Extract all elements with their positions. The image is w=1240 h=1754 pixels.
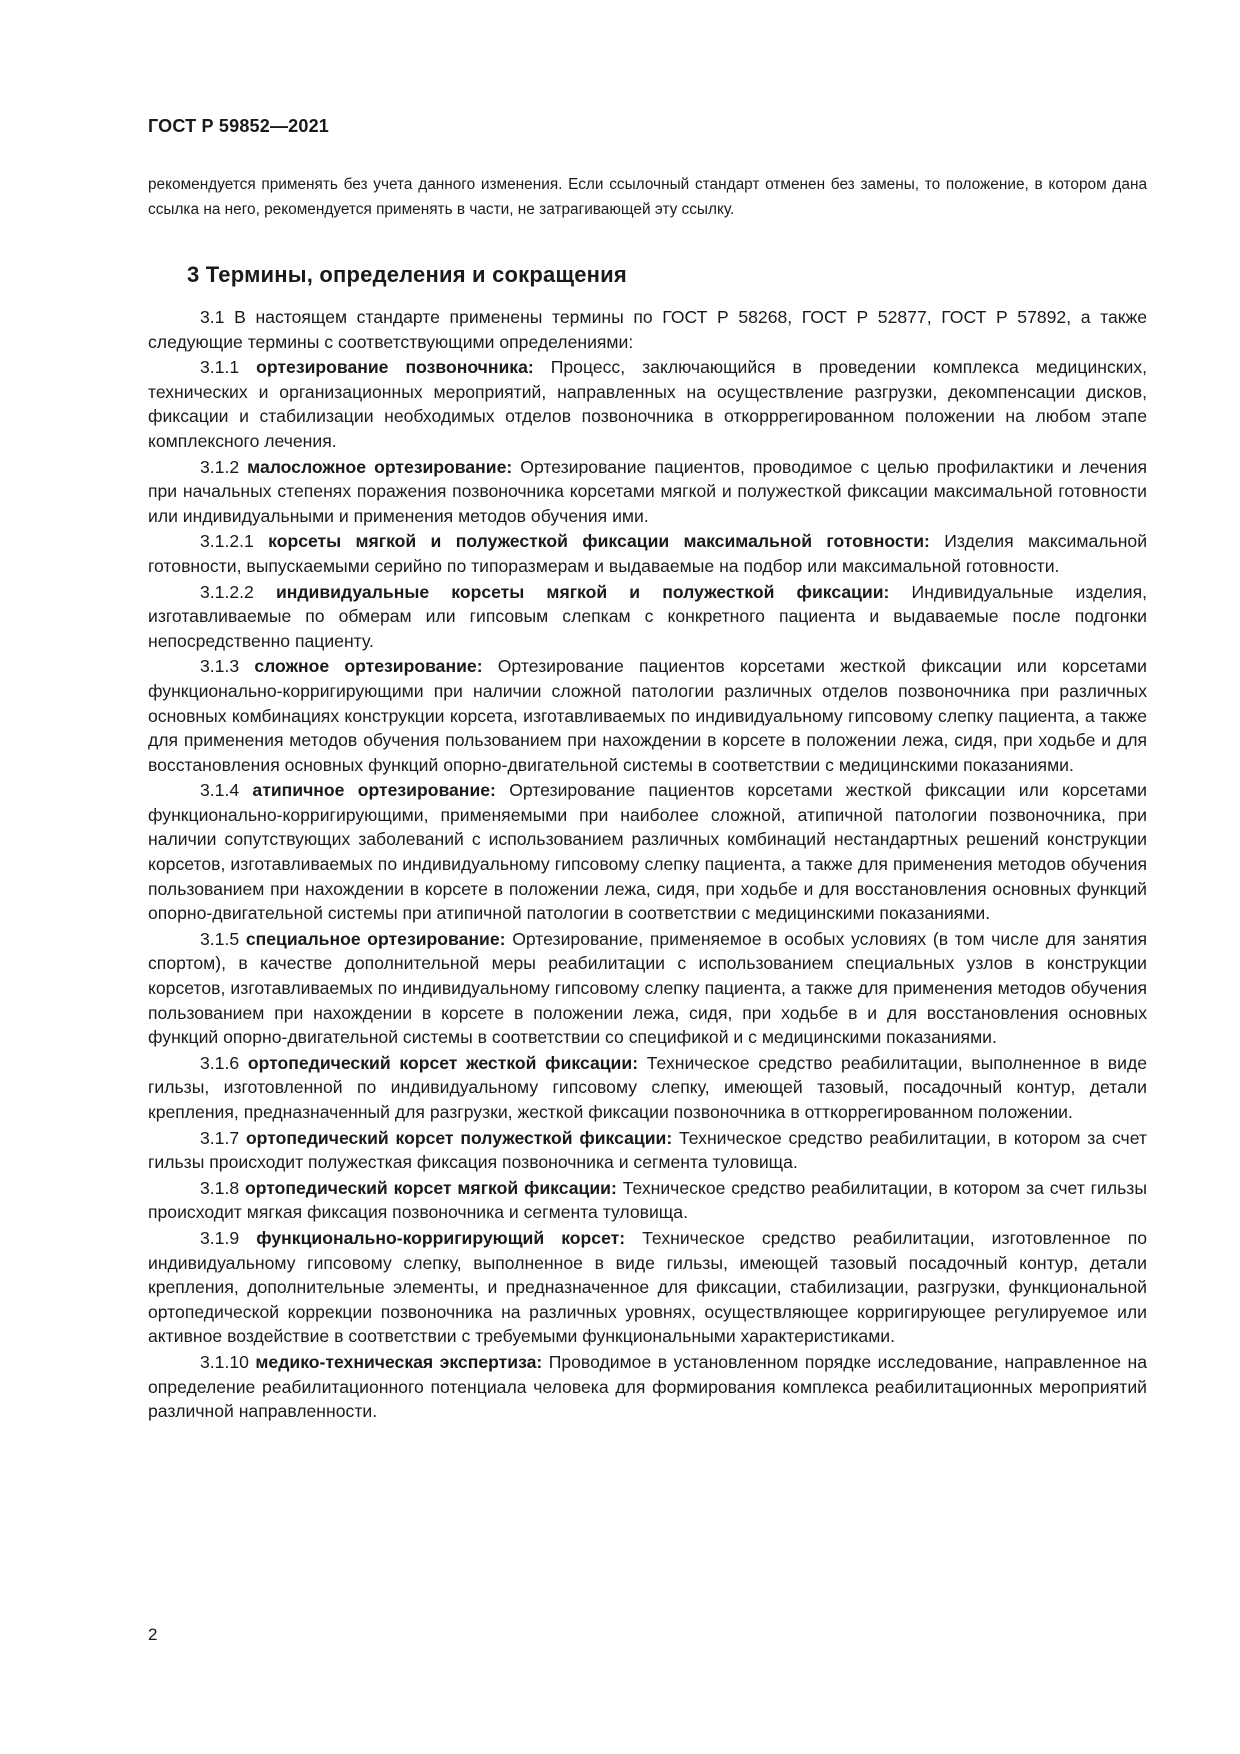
paragraph-3-1-8: [148, 1176, 1147, 1225]
paragraph-3-1-6: [148, 1051, 1147, 1125]
term-definition: Ортезирование пациентов, проводимое с целью профилактики и лечения при начальных степенях поражения позвоночника корсетами мягкой и полужесткой фиксации максимальной готовности или индивидуальными и применения методов обучения ими.: [148, 456, 1147, 526]
paragraph-number: 3.1.2.2: [200, 581, 254, 602]
term-definition: Ортезирование пациентов корсетами жесткой фиксации или корсетами функционально-корригирующими, применяемыми при наиболее сложной, атипичной патологии позвоночника, при наличии сопутствующих заболеваний с использованием различных комбинаций нестандартных решений конструкции корсетов, изготавливаемых по индивидуальному гипсовому слепку пациента, а также для применения методов обучения пользованием при нахождении в корсете в положении лежа, сидя, при ходьбе и для восстановления основных функций опорно-двигательной системы при атипичной патологии в соответствии с медицинскими показаниями.: [148, 780, 1148, 924]
paragraph-3-1-1: [148, 355, 1147, 453]
paragraph-3-1-5: [148, 927, 1147, 1050]
term-name: ортопедический корсет полужесткой фиксации:: [245, 1127, 673, 1148]
term-definition: Ортезирование пациентов корсетами жесткой фиксации или корсетами функционально-корригирующими при наличии сложной патологии различных отделов позвоночника при различных основных комбинациях конструкции корсета, изготавливаемых по индивидуальному гипсовому слепку пациента, а также для применения методов обучения пользованием при нахождении в корсете в положении лежа, сидя, при ходьбе и для восстановления основных функций опорно-двигательной системы в соответствии с медицинскими показаниями.: [148, 656, 1148, 775]
paragraph-3-1-2: [148, 455, 1147, 529]
paragraph-number: 3.1.6: [200, 1052, 240, 1073]
intro-text: рекомендуется применять без учета данного изменения. Если ссылочный стандарт отменен без замены, то положение, в котором дана ссылка на него, рекомендуется применять в части, не затрагивающей эту ссылку.: [148, 176, 1147, 218]
paragraph-number: 3.1.2.1: [200, 531, 254, 552]
paragraph-3-1-2-1: [148, 529, 1147, 578]
paragraph-number: 3.1.10: [200, 1351, 249, 1372]
term-definition: Ортезирование, применяемое в особых условиях (в том числе для занятия спортом), в качестве дополнительной меры реабилитации с использованием специальных узлов в конструкции корсетов, изготавливаемых по индивидуальному гипсовому слепку пациента, а также для применения методов обучения пользованием при нахождении в корсете в положении лежа, сидя, при ходьбе в и для восстановления основных функций опорно-двигательной системы в соответствии со спецификой и с медицинскими показаниями.: [148, 928, 1148, 1048]
term-definition: Техническое средство реабилитации, изготовленное по индивидуальному гипсовому слепку, выполненное в виде гильзы, имеющей тазовый посадочный контур, детали крепления, дополнительные элементы, и предназначенное для фиксации, стабилизации, разгрузки, функциональной ортопедической коррекции позвоночника на различных уровнях, осуществляющее корригирующее регулируемое или активное воздействие в соответствии с требуемыми функциональными характеристиками.: [148, 1227, 1148, 1347]
term-name: корсеты мягкой и полужесткой фиксации максимальной готовности:: [268, 531, 930, 552]
paragraph-3-1-4: [148, 778, 1147, 926]
term-definition: Техническое средство реабилитации, в котором за счет гильзы происходит полужесткая фиксация позвоночника и сегмента туловища.: [148, 1127, 1147, 1173]
paragraph-text: В настоящем стандарте применены термины по ГОСТ Р 58268, ГОСТ Р 52877, ГОСТ Р 57892, а также следующие термины с соответствующими определениями:: [148, 307, 1148, 352]
paragraph-number: 3.1.4: [200, 780, 240, 801]
term-definition: Изделия максимальной готовности, выпускаемыми серийно по типоразмерам и выдаваемые на подбор или максимальной готовности.: [148, 531, 1148, 576]
page-number: 2: [148, 1625, 158, 1644]
term-definition: Индивидуальные изделия, изготавливаемые по обмерам или гипсовым слепкам с конкретного пациента и выдаваемые после подгонки непосредственно пациенту.: [148, 581, 1148, 651]
term-name: функционально-корригирующий корсет:: [256, 1227, 626, 1248]
paragraph-number: 3.1.1: [200, 357, 240, 378]
term-name: индивидуальные корсеты мягкой и полужесткой фиксации:: [275, 581, 890, 602]
paragraph-number: 3.1.2: [200, 456, 240, 477]
section-title: 3 Термины, определения и сокращения: [187, 262, 627, 287]
term-name: малосложное ортезирование:: [247, 456, 513, 477]
paragraph-3-1-10: [148, 1350, 1147, 1424]
paragraph-3-1-2-2: [148, 580, 1147, 654]
paragraph-number: 3.1: [200, 307, 225, 327]
term-definition: Техническое средство реабилитации, выполненное в виде гильзы, изготовленной по индивидуальному гипсовому слепку, имеющей тазовый, посадочный контур, детали крепления, предназначенный для разгрузки, жесткой фиксации позвоночника в отткоррегированном положении.: [148, 1052, 1148, 1122]
term-definition: Процесс, заключающийся в проведении комплекса медицинских, технических и организационных мероприятий, направленных на осуществление разгрузки, декомпенсации дисков, фиксации и стабилизации необходимых отделов позвоночника в откорррегированном положении на любом этапе комплексного лечения.: [148, 357, 1148, 451]
term-name: ортезирование позвоночника:: [256, 357, 534, 378]
paragraph-number: 3.1.9: [200, 1227, 240, 1248]
paragraph-number: 3.1.7: [200, 1127, 240, 1148]
paragraph-number: 3.1.8: [200, 1177, 240, 1198]
paragraph-3-1-3: [148, 654, 1147, 777]
paragraph-3-1: [148, 305, 1147, 354]
term-name: ортопедический корсет жесткой фиксации:: [247, 1052, 639, 1073]
term-definition: Техническое средство реабилитации, в котором за счет гильзы происходит мягкая фиксация позвоночника и сегмента туловища.: [148, 1177, 1148, 1223]
term-definition: Проводимое в установленном порядке исследование, направленное на определение реабилитационного потенциала человека для формирования комплекса реабилитационных мероприятий различной направленности.: [148, 1351, 1148, 1422]
terms-content: [148, 305, 1147, 1425]
term-name: сложное ортезирование:: [254, 656, 483, 677]
term-name: медико-техническая экспертиза:: [255, 1351, 543, 1372]
term-name: ортопедический корсет мягкой фиксации:: [244, 1177, 617, 1198]
term-name: специальное ортезирование:: [245, 928, 506, 949]
paragraph-number: 3.1.5: [200, 928, 240, 949]
paragraph-3-1-9: [148, 1226, 1147, 1349]
paragraph-3-1-7: [148, 1126, 1147, 1175]
term-name: атипичное ортезирование:: [252, 780, 496, 801]
document-header: ГОСТ Р 59852—2021: [148, 116, 330, 136]
paragraph-number: 3.1.3: [200, 656, 240, 677]
